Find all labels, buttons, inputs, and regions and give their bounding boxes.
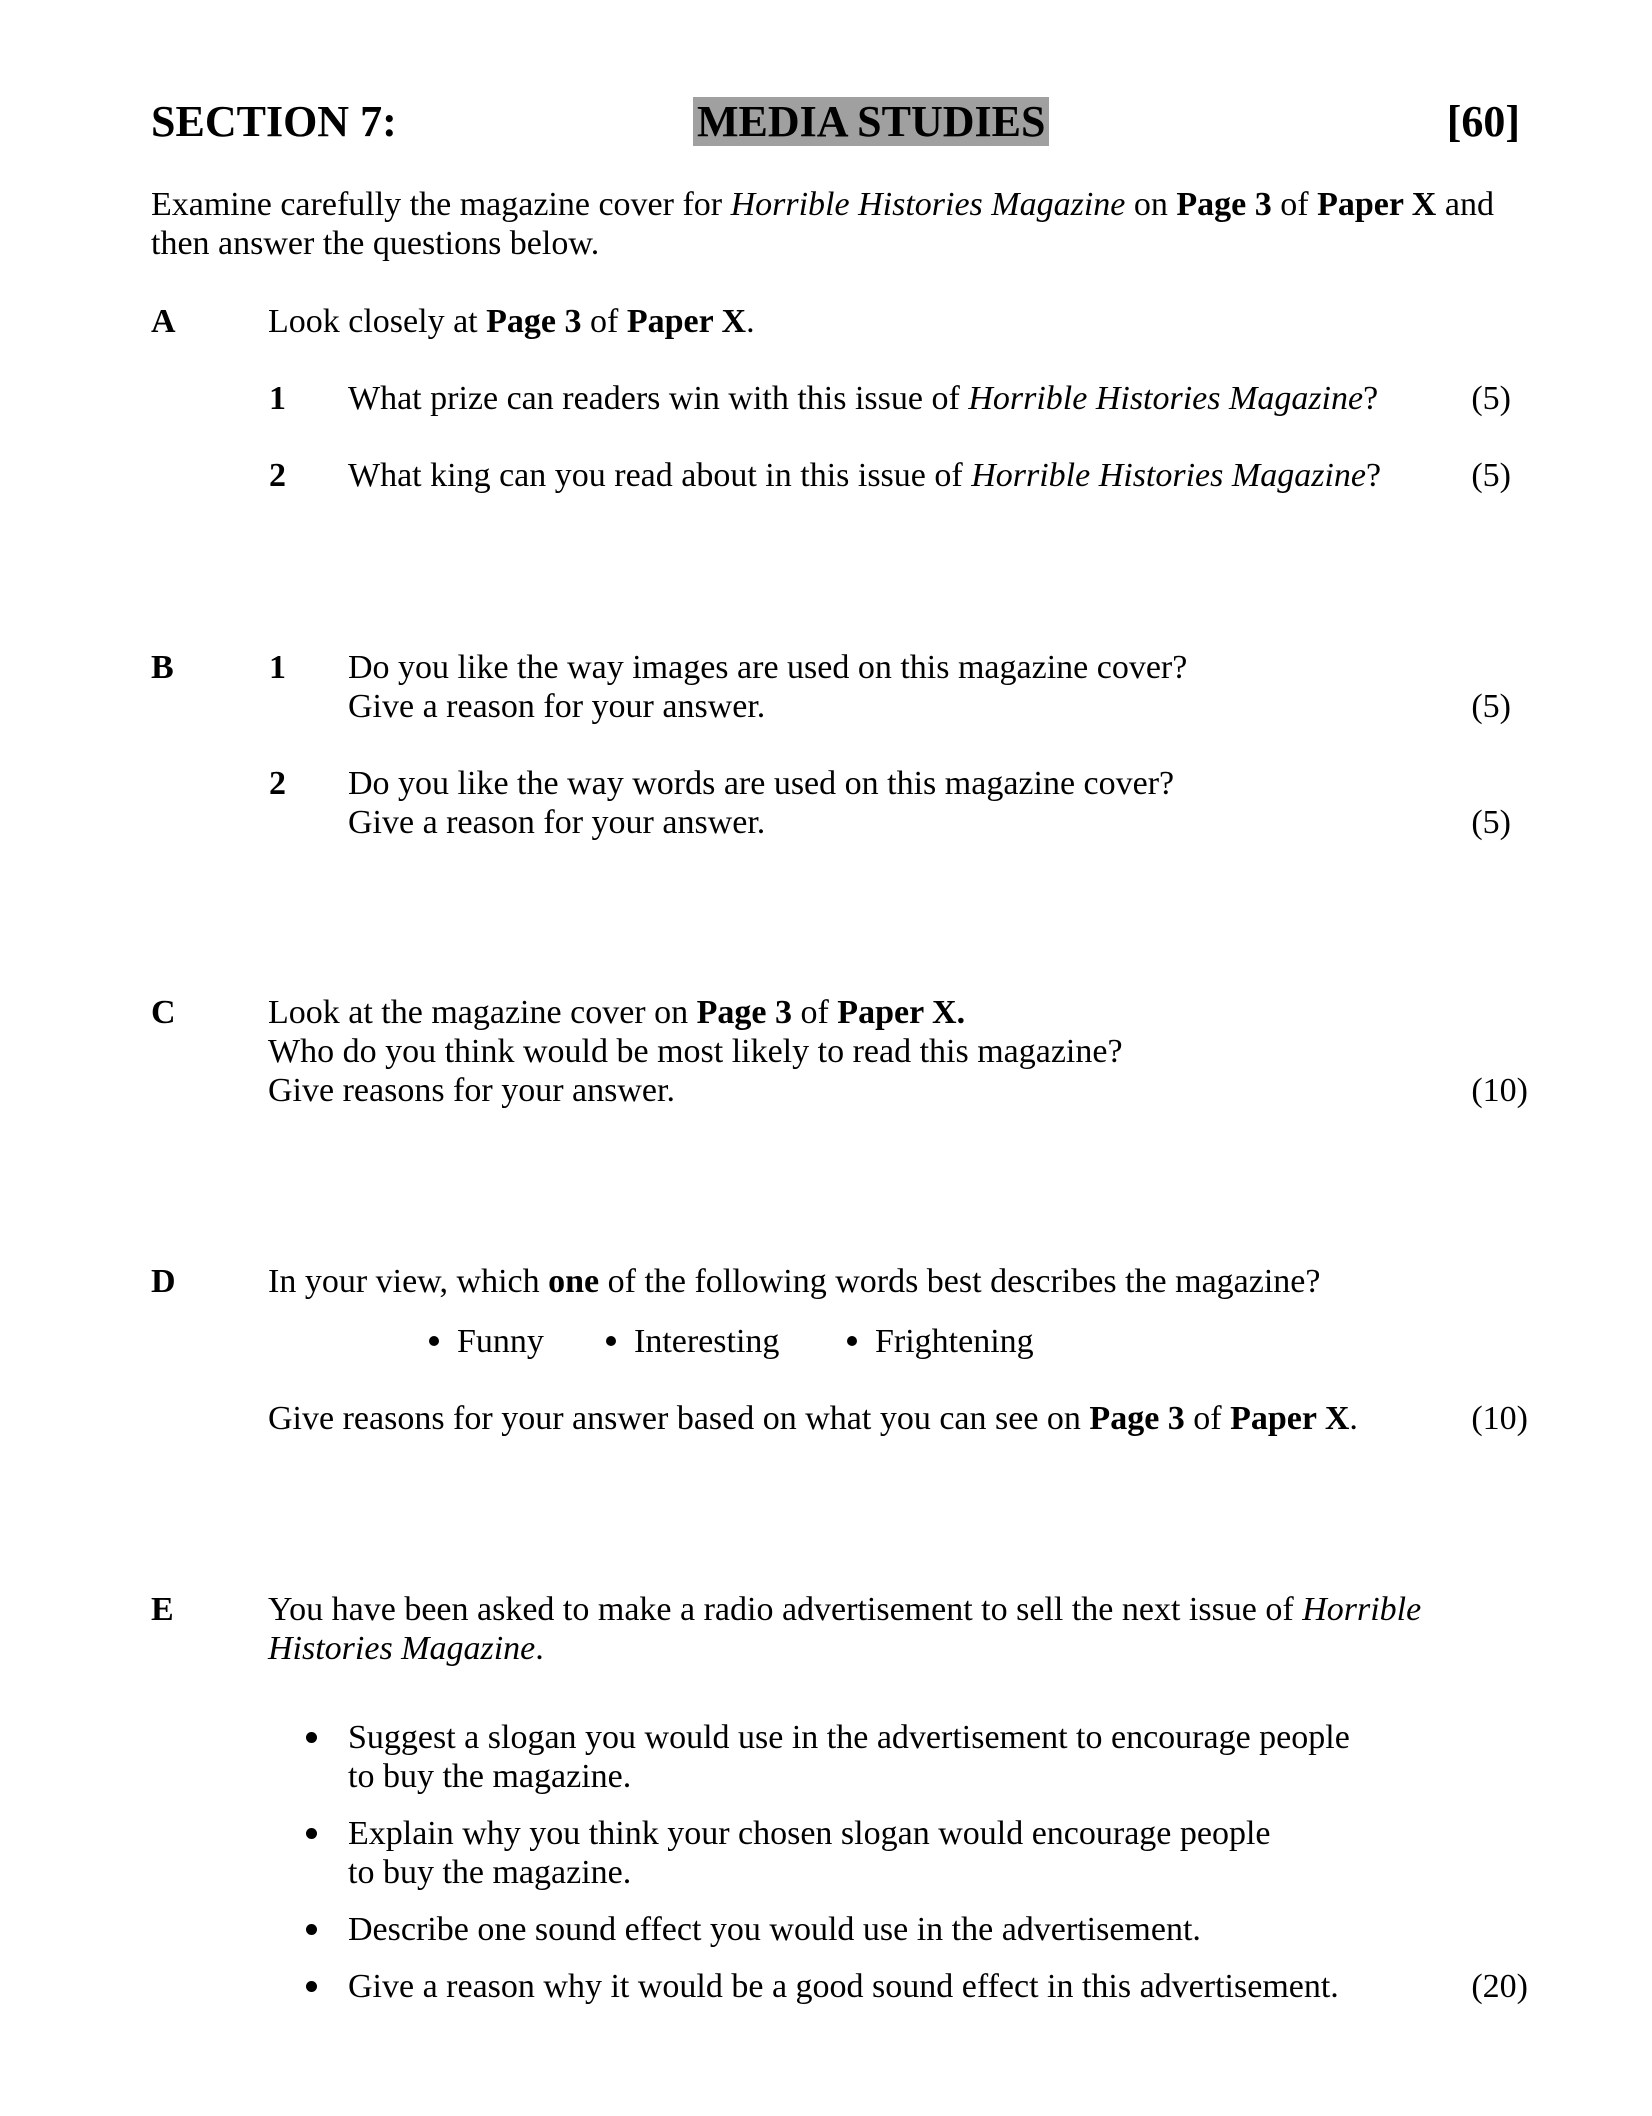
stem-text: of the following words best describes the magazine? — [599, 1263, 1321, 1300]
question-d-marks: (10) — [1471, 1400, 1528, 1437]
question-c-marks: (10) — [1471, 1072, 1528, 1109]
intro-line-2: then answer the questions below. — [151, 225, 600, 262]
page-ref: Page 3 — [1089, 1400, 1185, 1437]
stem-text: In your view, which — [268, 1263, 549, 1300]
question-b2-number: 2 — [269, 765, 286, 802]
question-letter-b: B — [151, 649, 174, 686]
intro-text: on — [1125, 186, 1177, 223]
stem-text: Look closely at — [268, 303, 487, 340]
stem-text: You have been asked to make a radio advertisement to sell the next issue of — [268, 1591, 1303, 1628]
intro-text: and — [1436, 186, 1494, 223]
paper-ref: Paper X — [626, 303, 747, 340]
intro-line-1 — [151, 185, 1494, 224]
question-text: ? — [1363, 380, 1379, 417]
stem-text: Look at the magazine cover on — [268, 994, 697, 1031]
question-text: ? — [1365, 457, 1382, 494]
bullet-icon — [306, 1828, 317, 1839]
section-number: SECTION 7: — [151, 97, 397, 146]
paper-ref: Paper X — [1317, 186, 1437, 223]
stem-text: Give reasons for your answer based on what you can see on — [268, 1400, 1090, 1437]
bullet-icon — [306, 1732, 317, 1743]
page-ref: Page 3 — [696, 994, 792, 1031]
magazine-name: Horrible Histories Magazine — [968, 380, 1364, 417]
magazine-name: Histories Magazine — [268, 1630, 536, 1667]
question-letter-d: D — [151, 1263, 176, 1300]
task-1-line-1: Suggest a slogan you would use in the advertisement to encourage people — [348, 1719, 1350, 1756]
paper-ref: Paper X — [1230, 1400, 1350, 1437]
page-ref: Page 3 — [1176, 186, 1272, 223]
question-b1-number: 1 — [269, 649, 286, 686]
section-total-marks: [60] — [1446, 97, 1520, 146]
page-ref: Page 3 — [486, 303, 582, 340]
question-a-stem — [268, 302, 755, 341]
bullet-icon — [429, 1336, 439, 1346]
option-funny — [429, 1322, 544, 1361]
option-label: Interesting — [634, 1323, 780, 1360]
question-b2-marks: (5) — [1471, 804, 1511, 841]
question-a2-marks: (5) — [1471, 457, 1511, 494]
task-2-line-1: Explain why you think your chosen slogan would encourage people — [348, 1815, 1271, 1852]
stem-text: . — [535, 1630, 544, 1667]
question-e-marks: (20) — [1471, 1968, 1528, 2005]
question-b1-marks: (5) — [1471, 688, 1511, 725]
stem-text: of — [581, 303, 627, 340]
option-label: Funny — [457, 1323, 544, 1360]
task-2-line-2: to buy the magazine. — [348, 1854, 632, 1891]
question-e-line-1 — [268, 1590, 1421, 1629]
paper-ref: Paper X. — [837, 994, 966, 1031]
question-b1-line-2: Give a reason for your answer. — [348, 688, 766, 725]
question-letter-c: C — [151, 994, 176, 1031]
question-a1-number: 1 — [269, 380, 286, 417]
page-title-text: MEDIA STUDIES — [693, 97, 1049, 146]
question-c-line-3: Give reasons for your answer. — [268, 1072, 675, 1109]
question-letter-e: E — [151, 1591, 174, 1628]
task-4-line-1: Give a reason why it would be a good sound effect in this advertisement. — [348, 1968, 1339, 2005]
question-text: What prize can readers win with this issue of — [348, 380, 969, 417]
magazine-name: Horrible — [1302, 1591, 1422, 1628]
stem-text: of — [791, 994, 838, 1031]
question-text: What king can you read about in this issue of — [348, 457, 972, 494]
emphasis-word: one — [548, 1263, 600, 1300]
stem-text: . — [1349, 1400, 1358, 1437]
magazine-name: Horrible Histories Magazine — [971, 457, 1366, 494]
question-a1-text — [348, 379, 1378, 418]
question-b2-line-1: Do you like the way words are used on this magazine cover? — [348, 765, 1175, 802]
bullet-icon — [606, 1336, 616, 1346]
question-b1-line-1: Do you like the way images are used on this magazine cover? — [348, 649, 1188, 686]
question-c-line-2: Who do you think would be most likely to read this magazine? — [268, 1033, 1123, 1070]
bullet-icon — [847, 1336, 857, 1346]
question-b2-line-2: Give a reason for your answer. — [348, 804, 766, 841]
stem-text: . — [746, 303, 755, 340]
question-a1-marks: (5) — [1471, 380, 1511, 417]
question-a2-number: 2 — [269, 457, 286, 494]
page-title — [693, 96, 1049, 148]
question-a2-text — [348, 456, 1381, 495]
question-c-line-1 — [268, 993, 965, 1032]
intro-text: Examine carefully the magazine cover for — [151, 186, 731, 223]
stem-text: of — [1184, 1400, 1231, 1437]
bullet-icon — [306, 1924, 317, 1935]
intro-text: of — [1271, 186, 1318, 223]
bullet-icon — [306, 1981, 317, 1992]
magazine-name: Horrible Histories Magazine — [730, 186, 1126, 223]
question-d-reason — [268, 1399, 1358, 1438]
question-e-line-2 — [268, 1629, 544, 1668]
option-label: Frightening — [875, 1323, 1034, 1360]
option-interesting — [606, 1322, 779, 1361]
option-frightening — [847, 1322, 1034, 1361]
question-letter-a: A — [151, 303, 176, 340]
question-d-stem — [268, 1262, 1320, 1301]
task-3-line-1: Describe one sound effect you would use in the advertisement. — [348, 1911, 1201, 1948]
task-1-line-2: to buy the magazine. — [348, 1758, 632, 1795]
